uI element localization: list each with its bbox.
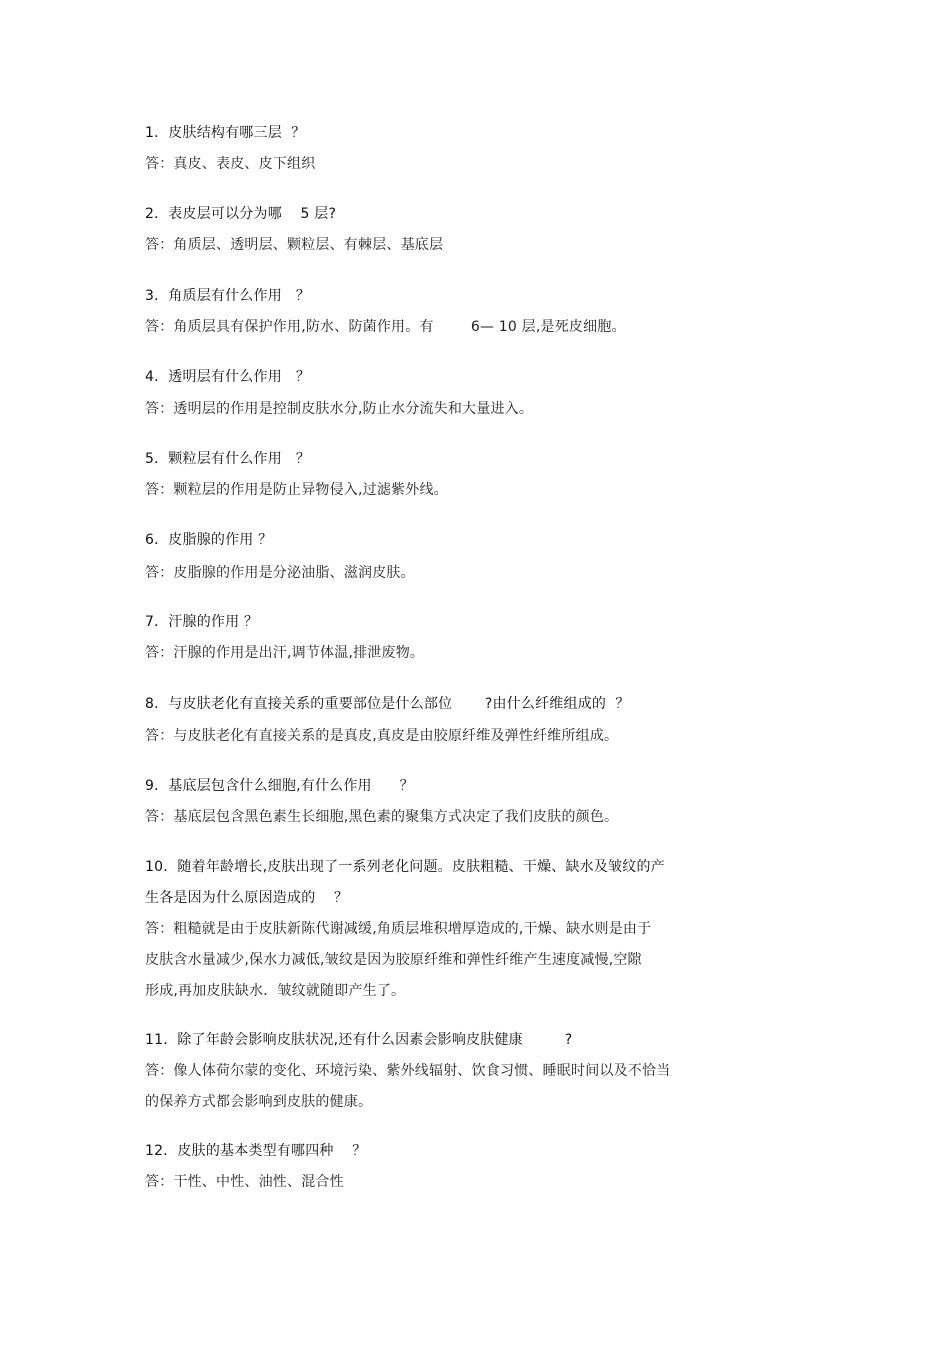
answer-2: 答：角质层、透明层、颗粒层、有棘层、基底层 (145, 237, 444, 253)
answer-9: 答：基底层包含黑色素生长细胞,黑色素的聚集方式决定了我们皮肤的颜色。 (145, 809, 619, 825)
question-5: 5．颗粒层有什么作用 ？ (145, 451, 311, 467)
answer-10-line-3: 形成,再加皮肤缺水．皱纹就随即产生了。 (145, 983, 406, 999)
answer-7: 答：汗腺的作用是出汗,调节体温,排泄废物。 (145, 645, 425, 661)
question-9: 9．基底层包含什么细胞,有什么作用 ？ (145, 778, 414, 794)
question-4: 4．透明层有什么作用 ？ (145, 369, 311, 385)
question-3: 3．角质层有什么作用 ？ (145, 288, 311, 304)
question-2: 2．表皮层可以分为哪 5 层? (145, 206, 337, 222)
question-7: 7．汗腺的作用 ？ (145, 614, 259, 630)
answer-8: 答：与皮肤老化有直接关系的是真皮,真皮是由胶原纤维及弹性纤维所组成。 (145, 728, 619, 744)
answer-6: 答：皮脂腺的作用是分泌油脂、滋润皮肤。 (145, 565, 415, 581)
question-10-line-1: 10．随着年龄增长,皮肤出现了一系列老化问题。皮肤粗糙、干燥、缺水及皱纹的产 (145, 859, 665, 875)
answer-10-line-1: 答：粗糙就是由于皮肤新陈代谢减缓,角质层堆积增厚造成的,干燥、缺水则是由于 (145, 921, 652, 937)
question-12: 12．皮肤的基本类型有哪四种 ？ (145, 1143, 367, 1159)
answer-5: 答：颗粒层的作用是防止异物侵入,过滤紫外线。 (145, 482, 448, 498)
answer-3: 答：角质层具有保护作用,防水、防菌作用。有 6— 10 层,是死皮细胞。 (145, 319, 626, 335)
answer-4: 答：透明层的作用是控制皮肤水分,防止水分流失和大量进入。 (145, 401, 534, 417)
question-1: 1．皮肤结构有哪三层 ？ (145, 125, 306, 141)
question-8: 8．与皮肤老化有直接关系的重要部位是什么部位 ?由什么纤维组成的 ？ (145, 696, 630, 712)
answer-12: 答：干性、中性、油性、混合性 (145, 1174, 344, 1190)
question-10-line-2: 生各是因为什么原因造成的 ？ (145, 890, 349, 906)
answer-11-line-1: 答：像人体荷尔蒙的变化、环境污染、紫外线辐射、饮食习惯、睡眠时间以及不恰当 (145, 1063, 671, 1079)
answer-11-line-2: 的保养方式都会影响到皮肤的健康。 (145, 1094, 373, 1110)
answer-1: 答：真皮、表皮、皮下组织 (145, 156, 316, 172)
question-11: 11．除了年龄会影响皮肤状况,还有什么因素会影响皮肤健康 ? (145, 1032, 573, 1048)
answer-10-line-2: 皮肤含水量减少,保水力减低,皱纹是因为胶原纤维和弹性纤维产生速度减慢,空隙 (145, 952, 642, 968)
question-6: 6．皮脂腺的作用 ？ (145, 532, 273, 548)
